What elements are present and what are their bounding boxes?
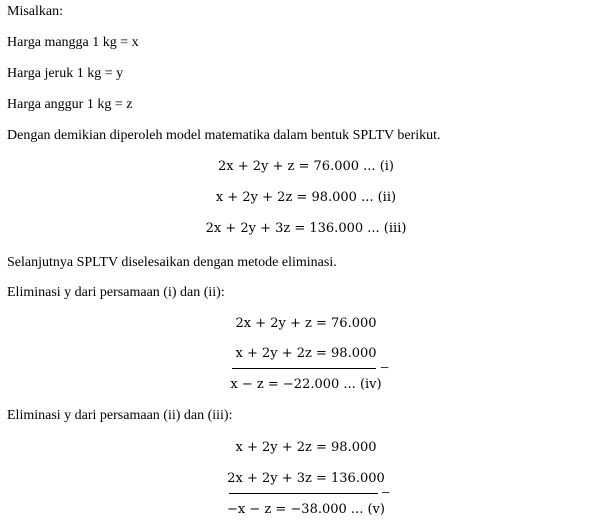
elim2-minus-sign: − bbox=[381, 485, 391, 502]
elim1-top-equation: 2x + 2y + z = 76.000 bbox=[235, 316, 377, 331]
elim1-rule bbox=[232, 368, 376, 369]
var-mangga: Harga mangga 1 kg = x bbox=[7, 35, 139, 50]
elim1-middle-equation: x + 2y + 2z = 98.000 bbox=[235, 346, 377, 361]
elim2-rule bbox=[229, 493, 378, 494]
elim2-top-equation: x + 2y + 2z = 98.000 bbox=[235, 440, 377, 455]
elim2-middle-equation: 2x + 2y + 3z = 136.000 bbox=[227, 471, 385, 486]
method-text: Selanjutnya SPLTV diselesaikan dengan metode eliminasi. bbox=[7, 255, 337, 270]
equation-iii: 2x + 2y + 3z = 136.000 ... (iii) bbox=[205, 221, 407, 236]
elim1-heading: Eliminasi y dari persamaan (i) dan (ii): bbox=[7, 285, 225, 300]
elim2-heading: Eliminasi y dari persamaan (ii) dan (iii): bbox=[7, 408, 233, 423]
elim1-minus-sign: − bbox=[380, 360, 390, 377]
equation-i: 2x + 2y + z = 76.000 ... (i) bbox=[218, 159, 394, 174]
equation-ii: x + 2y + 2z = 98.000 ... (ii) bbox=[215, 190, 397, 205]
model-text: Dengan demikian diperoleh model matematika dalam bentuk SPLTV berikut. bbox=[7, 128, 441, 143]
var-anggur: Harga anggur 1 kg = z bbox=[7, 97, 133, 112]
elim1-result: x − z = −22.000 ... (iv) bbox=[230, 377, 382, 392]
var-jeruk: Harga jeruk 1 kg = y bbox=[7, 66, 124, 81]
intro-text: Misalkan: bbox=[7, 4, 63, 19]
elim2-result: −x − z = −38.000 ... (v) bbox=[227, 502, 385, 517]
